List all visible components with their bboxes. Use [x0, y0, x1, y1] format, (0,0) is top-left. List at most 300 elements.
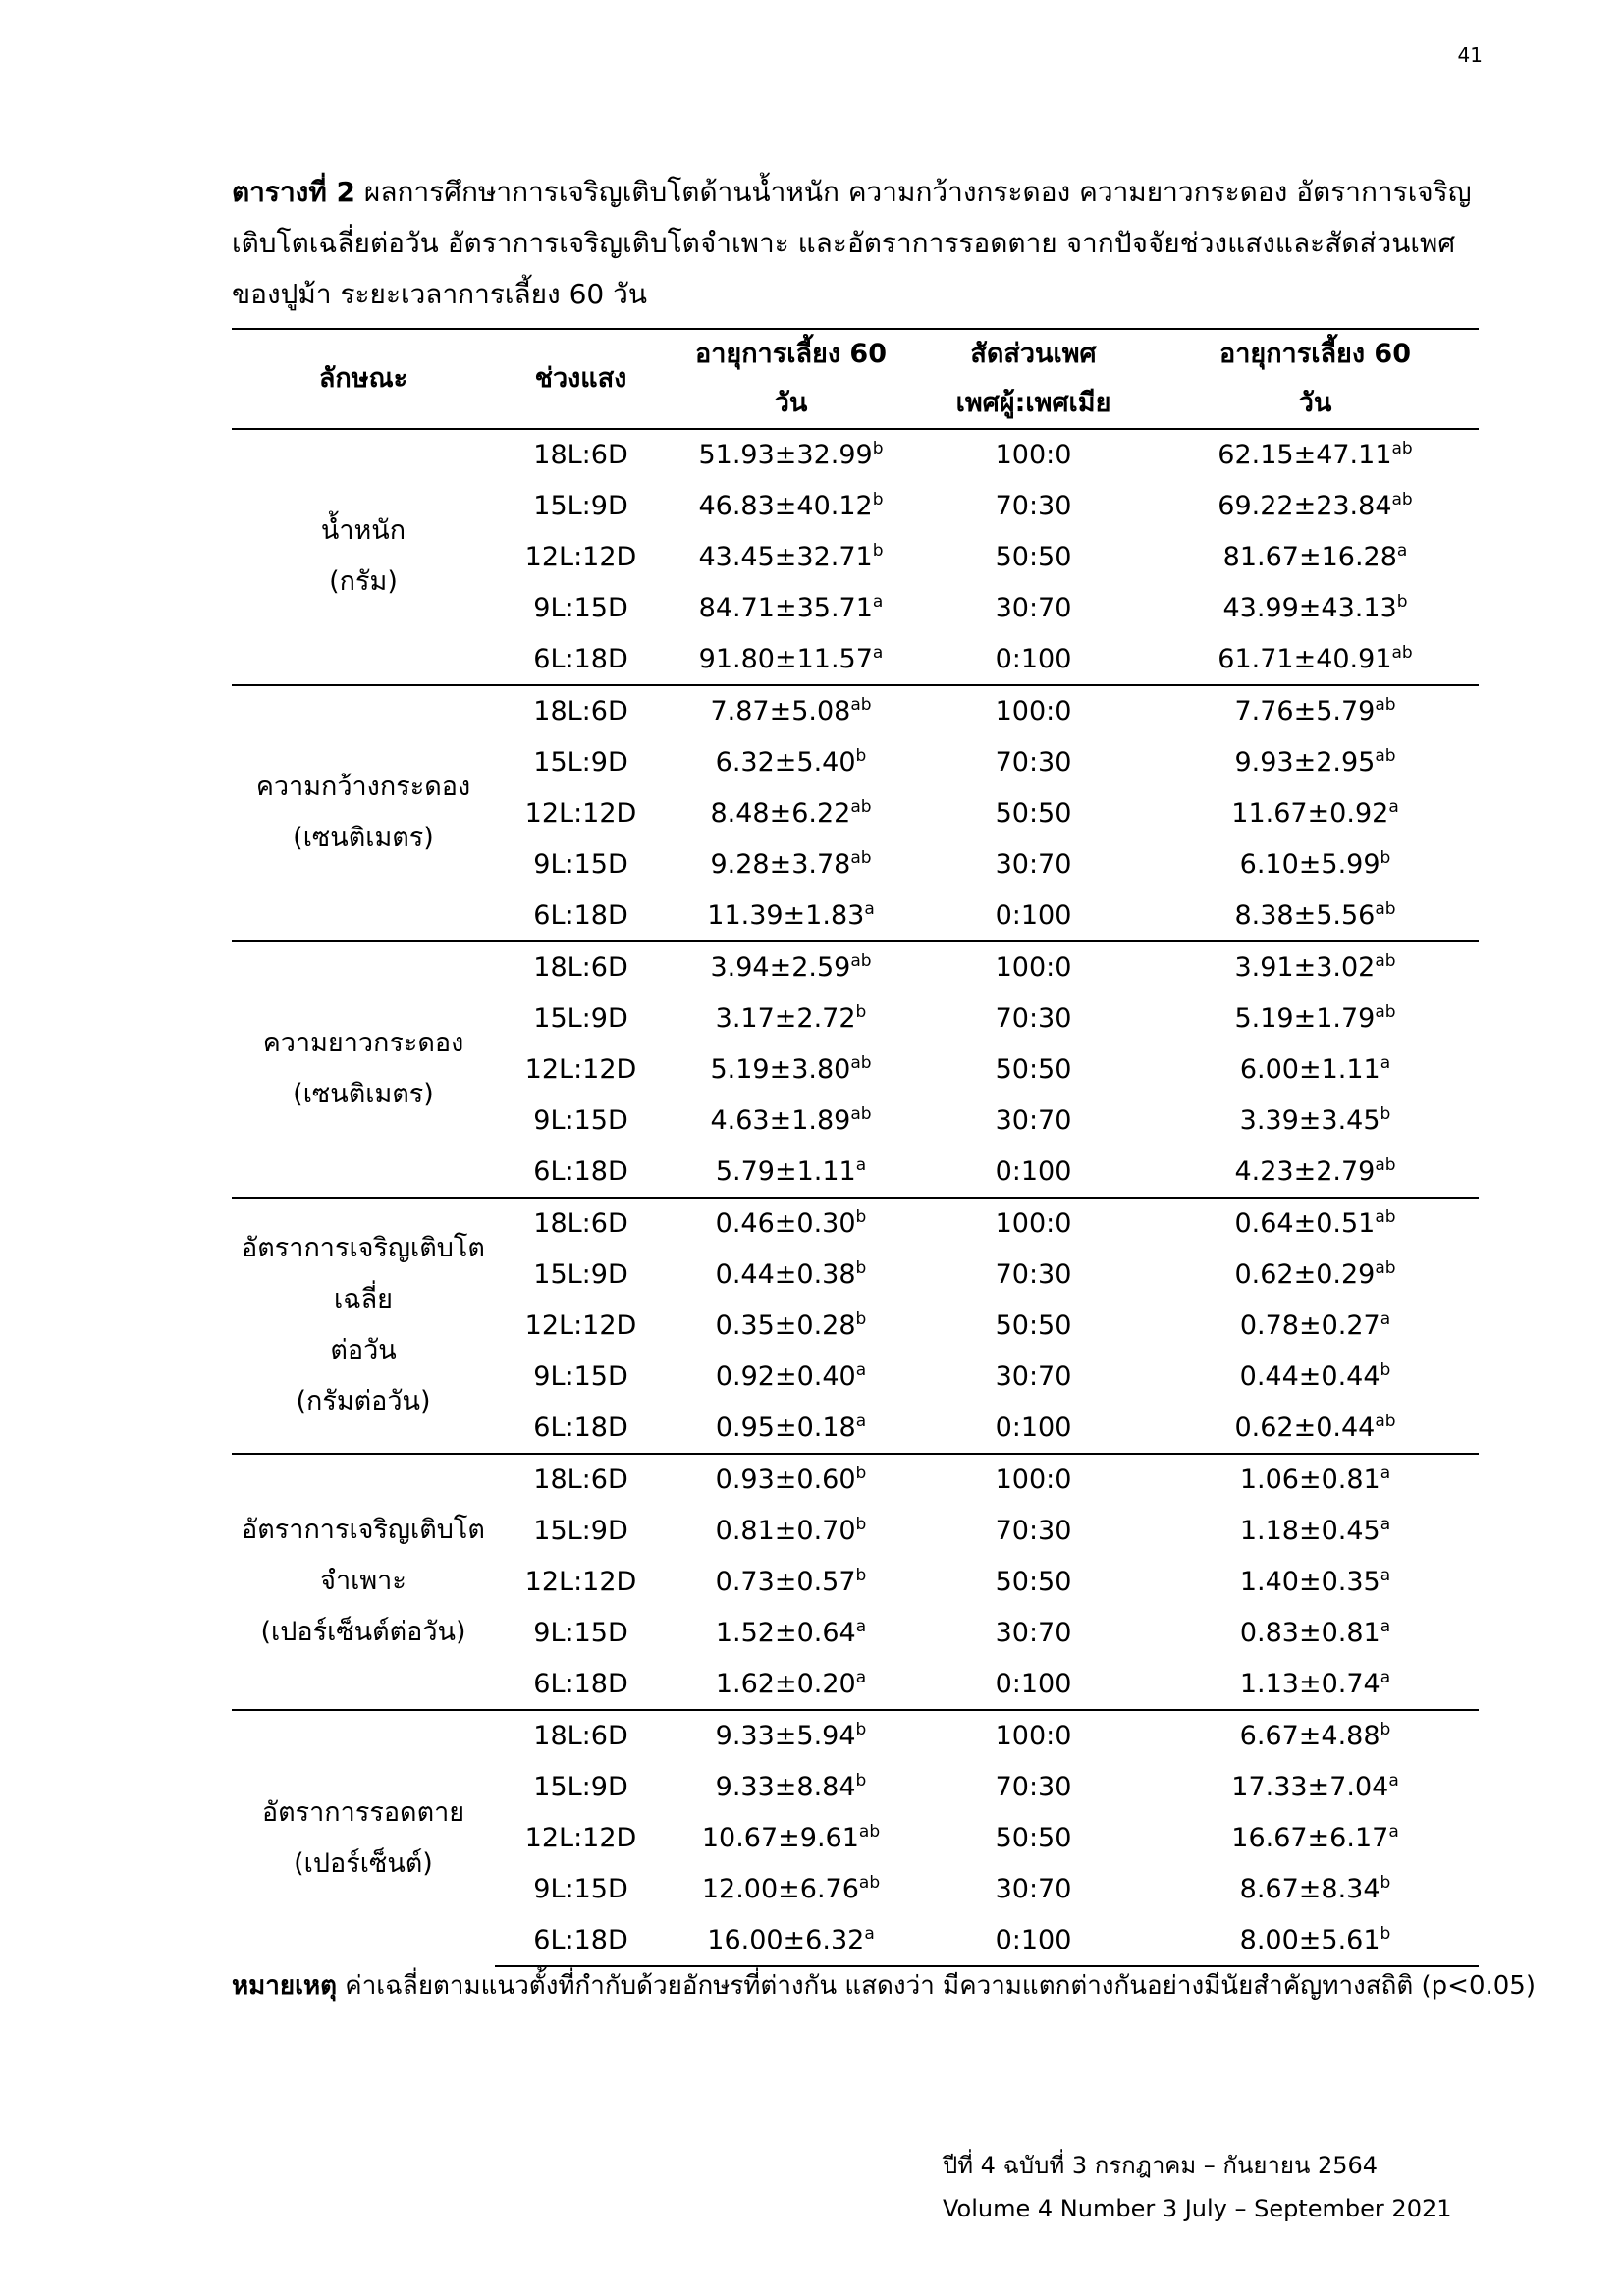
sex-ratio-cell-value: 0:100	[995, 899, 1072, 931]
sex-ratio-cell	[915, 1044, 1152, 1095]
sex-ratio-mean-cell	[1152, 1710, 1479, 1762]
significance-letter: ab	[1375, 746, 1396, 767]
page-footer	[943, 2144, 1473, 2230]
sex-ratio-cell	[915, 1454, 1152, 1506]
sex-ratio-cell-value: 50:50	[995, 541, 1072, 572]
photoperiod-cell-value: 12L:12D	[524, 1822, 637, 1853]
sex-ratio-mean-cell	[1152, 993, 1479, 1044]
photoperiod-cell-value: 6L:18D	[533, 1924, 628, 1955]
significance-letter: a	[1388, 1771, 1399, 1791]
sex-ratio-cell	[915, 1607, 1152, 1658]
photoperiod-mean-cell-value: 9.33±5.94	[715, 1721, 856, 1752]
trait-line: อัตราการเจริญเติบโต	[242, 1515, 485, 1546]
photoperiod-mean-cell	[667, 1914, 915, 1966]
trait-cell	[232, 1454, 495, 1710]
sex-ratio-cell	[915, 889, 1152, 941]
photoperiod-mean-cell-value: 3.94±2.59	[710, 952, 851, 984]
photoperiod-mean-cell-value: 5.19±3.80	[710, 1053, 851, 1085]
significance-letter: ab	[1375, 1154, 1396, 1175]
header-row	[232, 329, 1479, 429]
header-line: เพศผู้:เพศเมีย	[955, 388, 1111, 418]
photoperiod-cell	[495, 941, 667, 993]
photoperiod-cell	[495, 532, 667, 583]
trait-line: น้ำหนัก	[320, 515, 406, 547]
significance-letter: b	[1380, 1103, 1391, 1124]
photoperiod-cell	[495, 1863, 667, 1914]
sex-ratio-mean-cell-value: 61.71±40.91	[1218, 643, 1392, 674]
photoperiod-cell-value: 12L:12D	[524, 1566, 637, 1597]
photoperiod-mean-cell-value: 6.32±5.40	[715, 747, 856, 778]
sex-ratio-cell	[915, 429, 1152, 481]
photoperiod-cell-value: 12L:12D	[524, 541, 637, 572]
sex-ratio-mean-cell	[1152, 1402, 1479, 1454]
photoperiod-mean-cell-value: 1.52±0.64	[715, 1617, 856, 1648]
sex-ratio-mean-cell	[1152, 1658, 1479, 1710]
significance-letter: a	[1380, 1616, 1391, 1636]
sex-ratio-cell	[915, 788, 1152, 839]
photoperiod-mean-cell-value: 7.87±5.08	[710, 696, 851, 727]
sex-ratio-cell	[915, 1250, 1152, 1301]
photoperiod-mean-cell	[667, 1710, 915, 1762]
photoperiod-mean-cell-value: 0.92±0.40	[715, 1361, 856, 1392]
trait-line: (เซนติเมตร)	[293, 1079, 434, 1110]
trait-cell	[232, 685, 495, 941]
table-row	[232, 685, 1479, 737]
sex-ratio-mean-cell-value: 0.62±0.44	[1234, 1412, 1376, 1443]
sex-ratio-mean-cell	[1152, 1351, 1479, 1402]
sex-ratio-mean-cell-value: 6.67±4.88	[1239, 1721, 1380, 1752]
photoperiod-cell	[495, 685, 667, 737]
photoperiod-cell-value: 15L:9D	[533, 1516, 628, 1547]
photoperiod-cell	[495, 1658, 667, 1710]
trait-line: (เปอร์เซ็นต์)	[294, 1847, 433, 1879]
trait-line: อัตราการเจริญเติบโตเฉลี่ย	[242, 1233, 485, 1315]
trait-cell	[232, 1710, 495, 1966]
photoperiod-cell-value: 15L:9D	[533, 491, 628, 522]
caption-label: ตารางที่ 2	[232, 176, 356, 208]
photoperiod-cell-value: 6L:18D	[533, 643, 628, 674]
photoperiod-cell-value: 18L:6D	[533, 1465, 628, 1496]
sex-ratio-cell	[915, 532, 1152, 583]
photoperiod-cell	[495, 1454, 667, 1506]
sex-ratio-cell-value: 70:30	[995, 747, 1072, 778]
significance-letter: a	[872, 591, 884, 612]
photoperiod-mean-cell-value: 84.71±35.71	[698, 592, 873, 623]
sex-ratio-cell-value: 50:50	[995, 1566, 1072, 1597]
photoperiod-cell	[495, 1762, 667, 1813]
photoperiod-mean-cell-value: 0.44±0.38	[715, 1259, 856, 1291]
significance-letter: a	[855, 1154, 867, 1175]
sex-ratio-mean-cell-value: 0.78±0.27	[1239, 1309, 1380, 1341]
sex-ratio-cell	[915, 1198, 1152, 1250]
trait-line: อัตราการรอดตาย	[261, 1796, 465, 1828]
significance-letter: ab	[1375, 898, 1396, 919]
table-note	[232, 1965, 1536, 2005]
photoperiod-cell-value: 18L:6D	[533, 952, 628, 984]
photoperiod-mean-cell-value: 0.35±0.28	[715, 1309, 856, 1341]
trait-cell	[232, 941, 495, 1198]
photoperiod-mean-cell	[667, 941, 915, 993]
table-row	[232, 1198, 1479, 1250]
sex-ratio-cell	[915, 582, 1152, 633]
sex-ratio-mean-cell	[1152, 685, 1479, 737]
photoperiod-cell	[495, 633, 667, 685]
photoperiod-cell-value: 9L:15D	[533, 1104, 628, 1136]
sex-ratio-cell	[915, 1095, 1152, 1146]
photoperiod-mean-cell	[667, 1146, 915, 1198]
photoperiod-cell	[495, 1351, 667, 1402]
significance-letter: b	[855, 746, 867, 767]
photoperiod-cell	[495, 1710, 667, 1762]
significance-letter: a	[1396, 540, 1408, 561]
trait-line: (เซนติเมตร)	[293, 823, 434, 854]
photoperiod-cell	[495, 838, 667, 889]
sex-ratio-mean-cell	[1152, 582, 1479, 633]
sex-ratio-cell-value: 100:0	[995, 1465, 1072, 1496]
sex-ratio-mean-cell-value: 6.00±1.11	[1239, 1053, 1380, 1085]
photoperiod-cell	[495, 1506, 667, 1557]
sex-ratio-cell	[915, 1506, 1152, 1557]
significance-letter: b	[872, 490, 884, 510]
sex-ratio-cell	[915, 1914, 1152, 1966]
footer-thai: ปีที่ 4 ฉบับที่ 3 กรกฎาคม – กันยายน 2564	[943, 2152, 1379, 2179]
photoperiod-cell	[495, 1607, 667, 1658]
sex-ratio-cell	[915, 1557, 1152, 1608]
sex-ratio-cell	[915, 993, 1152, 1044]
sex-ratio-cell-value: 70:30	[995, 491, 1072, 522]
photoperiod-cell	[495, 481, 667, 532]
sex-ratio-mean-cell-value: 1.40±0.35	[1239, 1566, 1380, 1597]
sex-ratio-cell-value: 50:50	[995, 1309, 1072, 1341]
photoperiod-cell-value: 6L:18D	[533, 1412, 628, 1443]
significance-letter: ab	[858, 1872, 881, 1893]
significance-letter: b	[1380, 1872, 1391, 1893]
sex-ratio-cell	[915, 838, 1152, 889]
photoperiod-mean-cell	[667, 633, 915, 685]
sex-ratio-mean-cell	[1152, 1250, 1479, 1301]
photoperiod-mean-cell-value: 0.46±0.30	[715, 1208, 856, 1240]
significance-letter: b	[855, 1771, 867, 1791]
sex-ratio-mean-cell-value: 43.99±43.13	[1222, 592, 1397, 623]
photoperiod-cell-value: 6L:18D	[533, 1668, 628, 1699]
sex-ratio-cell	[915, 1710, 1152, 1762]
photoperiod-mean-cell	[667, 889, 915, 941]
sex-ratio-cell-value: 0:100	[995, 1668, 1072, 1699]
photoperiod-mean-cell-value: 43.45±32.71	[698, 541, 873, 572]
sex-ratio-mean-cell-value: 8.38±5.56	[1234, 899, 1376, 931]
sex-ratio-mean-cell-value: 17.33±7.04	[1231, 1772, 1389, 1803]
sex-ratio-mean-cell-value: 1.06±0.81	[1239, 1465, 1380, 1496]
photoperiod-cell	[495, 737, 667, 788]
sex-ratio-cell	[915, 1351, 1152, 1402]
photoperiod-mean-cell-value: 12.00±6.76	[701, 1873, 859, 1904]
sex-ratio-cell-value: 30:70	[995, 1104, 1072, 1136]
sex-ratio-cell-value: 100:0	[995, 1721, 1072, 1752]
sex-ratio-mean-cell	[1152, 838, 1479, 889]
significance-letter: b	[872, 439, 884, 459]
table-row	[232, 941, 1479, 993]
sex-ratio-mean-cell	[1152, 1454, 1479, 1506]
sex-ratio-cell	[915, 481, 1152, 532]
significance-letter: a	[1380, 1052, 1391, 1073]
header-cell	[232, 329, 495, 429]
significance-letter: a	[1388, 1821, 1399, 1842]
sex-ratio-mean-cell	[1152, 1607, 1479, 1658]
significance-letter: b	[1380, 847, 1391, 868]
significance-letter: b	[855, 1720, 867, 1740]
sex-ratio-mean-cell	[1152, 633, 1479, 685]
photoperiod-cell-value: 9L:15D	[533, 1873, 628, 1904]
sex-ratio-cell	[915, 1762, 1152, 1813]
photoperiod-mean-cell-value: 91.80±11.57	[698, 643, 873, 674]
significance-letter: b	[1396, 591, 1408, 612]
sex-ratio-cell-value: 0:100	[995, 1155, 1072, 1187]
table-body	[232, 429, 1479, 1966]
photoperiod-cell	[495, 429, 667, 481]
significance-letter: a	[855, 1667, 867, 1687]
sex-ratio-cell	[915, 633, 1152, 685]
sex-ratio-mean-cell	[1152, 889, 1479, 941]
significance-letter: b	[855, 1515, 867, 1535]
sex-ratio-mean-cell	[1152, 1198, 1479, 1250]
photoperiod-cell-value: 12L:12D	[524, 797, 637, 828]
sex-ratio-mean-cell	[1152, 481, 1479, 532]
page-number: 41	[1457, 43, 1483, 67]
sex-ratio-cell-value: 50:50	[995, 1822, 1072, 1853]
header-cell	[495, 329, 667, 429]
significance-letter: ab	[1375, 695, 1396, 716]
photoperiod-mean-cell	[667, 1454, 915, 1506]
sex-ratio-cell-value: 0:100	[995, 1924, 1072, 1955]
table-row	[232, 429, 1479, 481]
photoperiod-cell-value: 6L:18D	[533, 1155, 628, 1187]
significance-letter: ab	[850, 1103, 872, 1124]
sex-ratio-cell-value: 30:70	[995, 592, 1072, 623]
photoperiod-mean-cell	[667, 582, 915, 633]
photoperiod-mean-cell	[667, 1198, 915, 1250]
significance-letter: ab	[1375, 1258, 1396, 1279]
photoperiod-cell-value: 18L:6D	[533, 1208, 628, 1240]
header-line: อายุการเลี้ยง 60	[1219, 339, 1411, 369]
photoperiod-mean-cell	[667, 1658, 915, 1710]
photoperiod-mean-cell-value: 16.00±6.32	[707, 1924, 865, 1955]
photoperiod-mean-cell	[667, 1813, 915, 1864]
sex-ratio-mean-cell-value: 16.67±6.17	[1231, 1822, 1389, 1853]
significance-letter: a	[872, 642, 884, 663]
table-caption	[232, 167, 1479, 320]
sex-ratio-mean-cell-value: 62.15±47.11	[1218, 440, 1392, 471]
sex-ratio-mean-cell-value: 5.19±1.79	[1234, 1003, 1376, 1035]
table-header	[232, 329, 1479, 429]
significance-letter: a	[855, 1411, 867, 1431]
photoperiod-mean-cell	[667, 838, 915, 889]
sex-ratio-mean-cell-value: 8.00±5.61	[1239, 1924, 1380, 1955]
photoperiod-cell	[495, 1095, 667, 1146]
photoperiod-mean-cell	[667, 1506, 915, 1557]
note-text: ค่าเฉลี่ยตามแนวตั้งที่กำกับด้วยอักษรที่ต่างกัน แสดงว่า มีความแตกต่างกันอย่างมีนัยสำคัญทางสถิติ (p<0.05)	[337, 1971, 1536, 2001]
header-line: ช่วงแสง	[534, 363, 627, 394]
sex-ratio-cell-value: 100:0	[995, 440, 1072, 471]
photoperiod-cell	[495, 1914, 667, 1966]
significance-letter: b	[1380, 1720, 1391, 1740]
significance-letter: b	[872, 540, 884, 561]
significance-letter: b	[1380, 1360, 1391, 1380]
sex-ratio-cell-value: 30:70	[995, 848, 1072, 880]
significance-letter: a	[855, 1360, 867, 1380]
significance-letter: b	[855, 1308, 867, 1329]
sex-ratio-mean-cell	[1152, 1095, 1479, 1146]
significance-letter: a	[1380, 1565, 1391, 1585]
photoperiod-cell-value: 12L:12D	[524, 1309, 637, 1341]
photoperiod-mean-cell-value: 9.28±3.78	[710, 848, 851, 880]
sex-ratio-cell-value: 0:100	[995, 643, 1072, 674]
sex-ratio-cell-value: 70:30	[995, 1772, 1072, 1803]
sex-ratio-mean-cell-value: 4.23±2.79	[1234, 1155, 1376, 1187]
sex-ratio-mean-cell	[1152, 1914, 1479, 1966]
trait-line: (กรัม)	[329, 566, 398, 598]
photoperiod-cell	[495, 1198, 667, 1250]
sex-ratio-cell	[915, 1658, 1152, 1710]
significance-letter: a	[864, 898, 875, 919]
trait-line: (เปอร์เซ็นต์ต่อวัน)	[260, 1617, 466, 1648]
photoperiod-mean-cell	[667, 429, 915, 481]
photoperiod-mean-cell	[667, 1557, 915, 1608]
sex-ratio-mean-cell-value: 1.13±0.74	[1239, 1668, 1380, 1699]
photoperiod-cell	[495, 1146, 667, 1198]
significance-letter: a	[1380, 1515, 1391, 1535]
significance-letter: b	[855, 1565, 867, 1585]
sex-ratio-cell	[915, 685, 1152, 737]
photoperiod-cell-value: 9L:15D	[533, 1617, 628, 1648]
photoperiod-mean-cell	[667, 1863, 915, 1914]
sex-ratio-mean-cell	[1152, 1044, 1479, 1095]
significance-letter: b	[855, 1464, 867, 1484]
significance-letter: b	[855, 1207, 867, 1228]
trait-cell	[232, 429, 495, 685]
photoperiod-mean-cell-value: 4.63±1.89	[710, 1104, 851, 1136]
sex-ratio-mean-cell-value: 7.76±5.79	[1234, 696, 1376, 727]
significance-letter: b	[855, 1002, 867, 1023]
significance-letter: ab	[850, 847, 872, 868]
sex-ratio-mean-cell	[1152, 737, 1479, 788]
photoperiod-mean-cell-value: 11.39±1.83	[707, 899, 865, 931]
significance-letter: ab	[1391, 642, 1413, 663]
photoperiod-cell-value: 18L:6D	[533, 440, 628, 471]
photoperiod-mean-cell-value: 0.95±0.18	[715, 1412, 856, 1443]
sex-ratio-mean-cell	[1152, 1506, 1479, 1557]
sex-ratio-cell-value: 100:0	[995, 696, 1072, 727]
results-table	[232, 328, 1479, 1967]
photoperiod-cell-value: 9L:15D	[533, 592, 628, 623]
trait-cell	[232, 1198, 495, 1454]
sex-ratio-cell	[915, 1301, 1152, 1352]
significance-letter: ab	[850, 695, 872, 716]
sex-ratio-cell	[915, 1146, 1152, 1198]
photoperiod-mean-cell	[667, 532, 915, 583]
sex-ratio-mean-cell-value: 8.67±8.34	[1239, 1873, 1380, 1904]
footer-english: Volume 4 Number 3 July – September 2021	[943, 2195, 1452, 2222]
photoperiod-mean-cell	[667, 1762, 915, 1813]
header-line: วัน	[774, 388, 808, 418]
sex-ratio-cell-value: 30:70	[995, 1873, 1072, 1904]
sex-ratio-cell-value: 100:0	[995, 1208, 1072, 1240]
table-row	[232, 1454, 1479, 1506]
photoperiod-mean-cell	[667, 1301, 915, 1352]
header-cell	[1152, 329, 1479, 429]
sex-ratio-cell-value: 100:0	[995, 952, 1072, 984]
sex-ratio-mean-cell	[1152, 532, 1479, 583]
photoperiod-mean-cell	[667, 788, 915, 839]
photoperiod-cell-value: 9L:15D	[533, 848, 628, 880]
photoperiod-mean-cell	[667, 481, 915, 532]
significance-letter: ab	[1375, 951, 1396, 972]
significance-letter: a	[1380, 1464, 1391, 1484]
photoperiod-cell	[495, 993, 667, 1044]
photoperiod-mean-cell-value: 0.81±0.70	[715, 1516, 856, 1547]
header-cell	[915, 329, 1152, 429]
photoperiod-cell-value: 6L:18D	[533, 899, 628, 931]
significance-letter: ab	[858, 1821, 881, 1842]
photoperiod-mean-cell-value: 46.83±40.12	[698, 491, 873, 522]
sex-ratio-mean-cell-value: 11.67±0.92	[1231, 797, 1389, 828]
photoperiod-mean-cell	[667, 1351, 915, 1402]
photoperiod-mean-cell-value: 0.93±0.60	[715, 1465, 856, 1496]
sex-ratio-mean-cell	[1152, 941, 1479, 993]
significance-letter: ab	[850, 1052, 872, 1073]
significance-letter: ab	[1375, 1002, 1396, 1023]
significance-letter: b	[855, 1258, 867, 1279]
photoperiod-mean-cell-value: 3.17±2.72	[715, 1003, 856, 1035]
photoperiod-cell	[495, 1402, 667, 1454]
significance-letter: a	[1380, 1667, 1391, 1687]
sex-ratio-cell	[915, 737, 1152, 788]
photoperiod-mean-cell-value: 5.79±1.11	[715, 1155, 856, 1187]
sex-ratio-mean-cell-value: 9.93±2.95	[1234, 747, 1376, 778]
sex-ratio-mean-cell-value: 0.64±0.51	[1234, 1208, 1376, 1240]
sex-ratio-mean-cell	[1152, 788, 1479, 839]
sex-ratio-mean-cell-value: 1.18±0.45	[1239, 1516, 1380, 1547]
sex-ratio-cell-value: 50:50	[995, 797, 1072, 828]
significance-letter: a	[864, 1923, 875, 1944]
trait-line: ต่อวัน	[330, 1335, 397, 1366]
photoperiod-mean-cell-value: 51.93±32.99	[698, 440, 873, 471]
sex-ratio-cell-value: 50:50	[995, 1053, 1072, 1085]
sex-ratio-mean-cell-value: 0.44±0.44	[1239, 1361, 1380, 1392]
table-row	[232, 1710, 1479, 1762]
photoperiod-mean-cell-value: 10.67±9.61	[701, 1822, 859, 1853]
trait-line: (กรัมต่อวัน)	[296, 1386, 431, 1417]
sex-ratio-mean-cell	[1152, 1146, 1479, 1198]
trait-line: จำเพาะ	[320, 1566, 406, 1597]
photoperiod-cell-value: 18L:6D	[533, 1721, 628, 1752]
photoperiod-cell-value: 15L:9D	[533, 1259, 628, 1291]
note-label: หมายเหตุ	[232, 1971, 338, 2001]
trait-line: ความยาวกระดอง	[262, 1028, 464, 1059]
caption-text: ผลการศึกษาการเจริญเติบโตด้านน้ำหนัก ความกว้างกระดอง ความยาวกระดอง อัตราการเจริญเติบโตเฉลี่ยต่อวัน อัตราการเจริญเติบโตจำเพาะ และอัตราการรอดตาย จากปัจจัยช่วงแสงและสัดส่วนเพศของปูม้า ระยะเวลาการเลี้ยง 60 วัน	[232, 176, 1472, 310]
header-line: สัดส่วนเพศ	[970, 339, 1097, 369]
photoperiod-cell	[495, 1044, 667, 1095]
sex-ratio-cell-value: 70:30	[995, 1516, 1072, 1547]
sex-ratio-cell	[915, 1863, 1152, 1914]
sex-ratio-mean-cell-value: 3.39±3.45	[1239, 1104, 1380, 1136]
photoperiod-cell-value: 15L:9D	[533, 747, 628, 778]
sex-ratio-mean-cell-value: 81.67±16.28	[1222, 541, 1397, 572]
photoperiod-cell-value: 18L:6D	[533, 696, 628, 727]
sex-ratio-cell-value: 30:70	[995, 1617, 1072, 1648]
significance-letter: ab	[1375, 1411, 1396, 1431]
photoperiod-cell	[495, 1557, 667, 1608]
photoperiod-mean-cell	[667, 737, 915, 788]
